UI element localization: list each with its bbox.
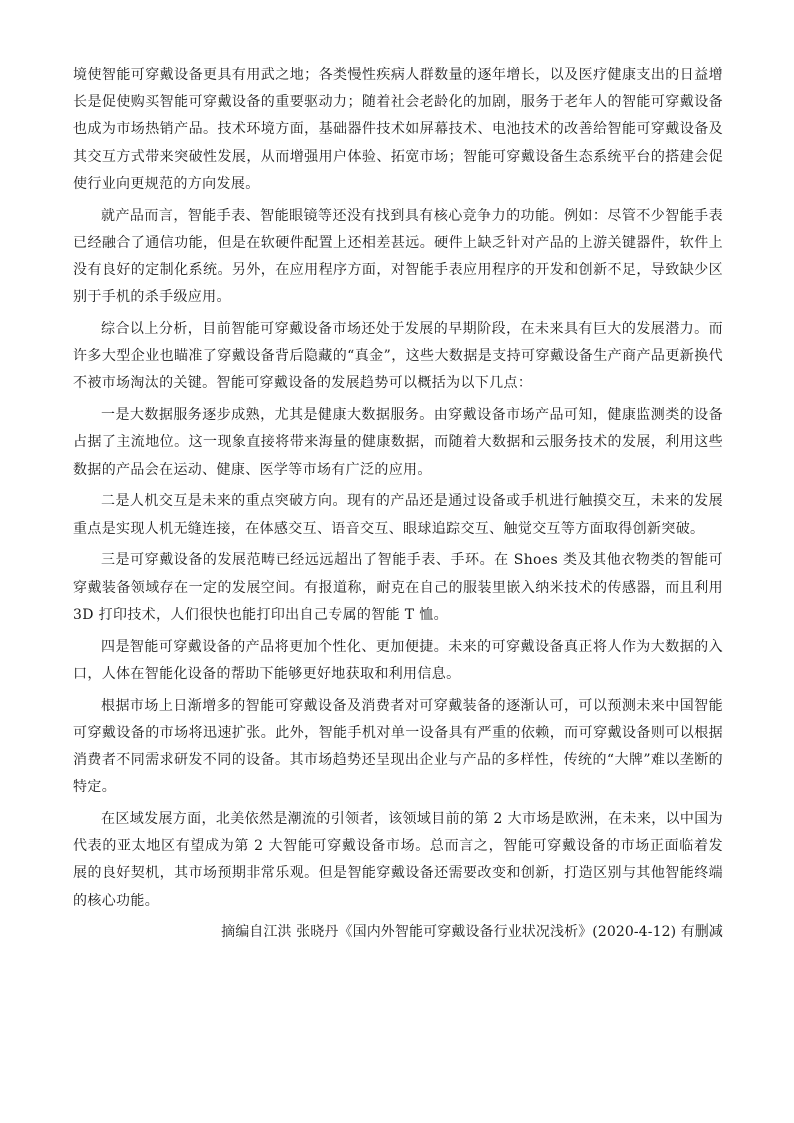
paragraph-trend-3: 三是可穿戴设备的发展范畴已经远远超出了智能手表、手环。在 Shoes 类及其他衣物类的智能可穿戴装备领域存在一定的发展空间。有报道称，耐克在自己的服装里嵌入纳米技术的传感器，而且利用 3D 打印技术，人们很快也能打印出自己专属的智能 T 恤。 [73, 552, 723, 623]
paragraph-product: 就产品而言，智能手表、智能眼镜等还没有找到具有核心竞争力的功能。例如：尽管不少智能手表已经融合了通信功能，但是在软硬件配置上还相差甚远。硬件上缺乏针对产品的上游关键器件，软件上没有良好的定制化系统。另外，在应用程序方面，对智能手表应用程序的开发和创新不足，导致缺少区别于手机的杀手级应用。 [73, 207, 723, 306]
paragraph-analysis: 综合以上分析，目前智能可穿戴设备市场还处于发展的早期阶段，在未来具有巨大的发展潜力。而许多大型企业也瞄准了穿戴设备背后隐藏的“真金”，这些大数据是支持可穿戴设备生产商产品更新换代不被市场淘汰的关键。智能可穿戴设备的发展趋势可以概括为以下几点： [73, 321, 723, 392]
source-citation: 摘编自江洪 张晓丹《国内外智能可穿戴设备行业状况浅析》(2020-4-12) 有删减 [221, 924, 723, 941]
paragraph-continued: 境使智能可穿戴设备更具有用武之地；各类慢性疾病人群数量的逐年增长，以及医疗健康支出的日益增长是促使购买智能可穿戴设备的重要驱动力；随着社会老龄化的加剧，服务于老年人的智能可穿戴设备也成为市场热销产品。技术环境方面，基础器件技术如屏幕技术、电池技术的改善给智能可穿戴设备及其交互方式带来突破性发展，从而增强用户体验、拓宽市场；智能可穿戴设备生态系统平台的搭建会促使行业向更规范的方向发展。 [73, 67, 723, 192]
paragraph-trend-1: 一是大数据服务逐步成熟，尤其是健康大数据服务。由穿戴设备市场产品可知，健康监测类的设备占据了主流地位。这一现象直接将带来海量的健康数据，而随着大数据和云服务技术的发展，利用这些数据的产品会在运动、健康、医学等市场有广泛的应用。 [73, 407, 723, 478]
paragraph-trend-2: 二是人机交互是未来的重点突破方向。现有的产品还是通过设备或手机进行触摸交互，未来的发展重点是实现人机无缝连接，在体感交互、语音交互、眼球追踪交互、触觉交互等方面取得创新突破。 [73, 493, 723, 537]
paragraph-trend-4: 四是智能可穿戴设备的产品将更加个性化、更加便捷。未来的可穿戴设备真正将人作为大数据的入口，人体在智能化设备的帮助下能够更好地获取和利用信息。 [73, 638, 723, 682]
paragraph-market-forecast: 根据市场上日渐增多的智能可穿戴设备及消费者对可穿戴装备的逐渐认可，可以预测未来中国智能可穿戴设备的市场将迅速扩张。此外，智能手机对单一设备具有严重的依赖，而可穿戴设备则可以根据消费者不同需求研发不同的设备。其市场趋势还呈现出企业与产品的多样性，传统的“大牌”难以垄断的特定。 [73, 697, 723, 796]
paragraph-regional: 在区域发展方面，北美依然是潮流的引领者，该领域目前的第 2 大市场是欧洲，在未来，以中国为代表的亚太地区有望成为第 2 大智能可穿戴设备市场。总而言之，智能可穿戴设备的市场正面临着发展的良好契机，其市场预期非常乐观。但是智能穿戴设备还需要改变和创新，打造区别与其他智能终端的核心功能。 [73, 811, 723, 909]
article-body [73, 62, 723, 947]
